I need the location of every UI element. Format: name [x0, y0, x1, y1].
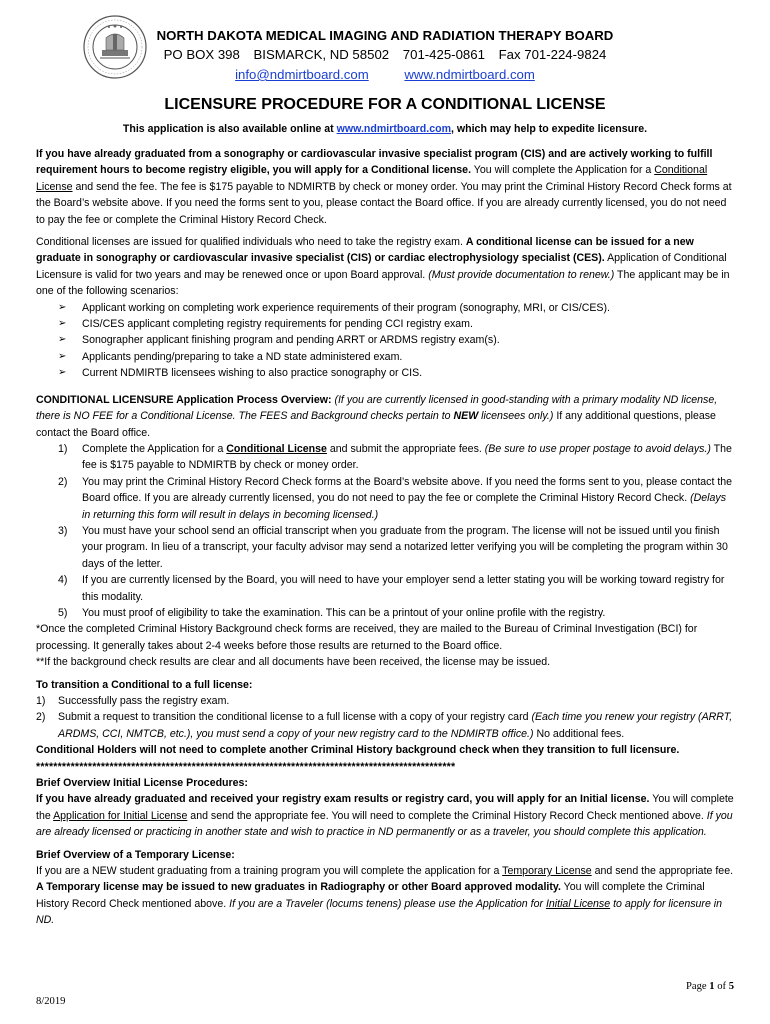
state-seal-logo: [82, 14, 148, 80]
document-title: LICENSURE PROCEDURE FOR A CONDITIONAL LICENSE: [164, 96, 606, 113]
phone: 701-425-0861: [402, 47, 485, 62]
scenario-item: ➢ Sonographer applicant finishing program and pending ARRT or ARDMS registry exam(s).: [58, 332, 736, 348]
overview-paragraph: CONDITIONAL LICENSURE Application Process Overview: (If you are currently licensed in good-standing with a primary modality ND license, there is NO FEE for a Conditional License. The FEES and Background checks pertain to NEW licensees only.) If any additional questions, please contact the Board office.: [36, 393, 718, 439]
city: BISMARCK, ND 58502: [253, 47, 390, 62]
fax: Fax 701-224-9824: [498, 47, 607, 62]
background-note: **If the background check results are clear and all documents have been received, the license may be issued.: [36, 656, 551, 669]
board-contact-links: [150, 67, 620, 82]
temporary-heading: Brief Overview of a Temporary License:: [36, 848, 235, 861]
conditional-license-link[interactable]: Conditional License: [36, 164, 708, 193]
document-body: [36, 146, 736, 935]
scenario-item: ➢ Current NDMIRTB licensees wishing to also practice sonography or CIS.: [58, 365, 736, 381]
initial-heading: Brief Overview Initial License Procedures:: [36, 777, 248, 790]
transition-heading: To transition a Conditional to a full license:: [36, 678, 253, 691]
process-step: 4) If you are currently licensed by the Board, you will need to have your employer send a letter stating you will be working toward registry for this modality.: [58, 574, 725, 603]
process-steps: [36, 441, 736, 621]
initial-license-link[interactable]: Initial License: [545, 897, 611, 910]
separator: *************************************************************************************************: [36, 760, 456, 773]
online-notice: This application is also available online at www.ndmirtboard.com, which may help to expedite licensure.: [122, 123, 648, 135]
initial-license-link[interactable]: Application for Initial License: [53, 809, 188, 822]
conditional-paragraph: Conditional licenses are issued for qualified individuals who need to take the registry exam. A conditional license can be issued for a new graduate in sonography or cardiovascular invasive specialist (CIS) or cardiac electrophysiology specialist (CES). Application of Conditional Licensure is valid for two years and may be renewed once or upon Board approval. (Must provide documentation to renew.) The applicant may be in one of the following scenarios:: [36, 236, 730, 298]
scenario-item: ➢ Applicant working on completing work experience requirements of their program (sonography, MRI, or CIS/CES).: [58, 300, 736, 316]
po-box: PO BOX 398: [163, 47, 240, 62]
board-name: NORTH DAKOTA MEDICAL IMAGING AND RADIATION THERAPY BOARD: [156, 28, 614, 43]
online-website-link[interactable]: www.ndmirtboard.com: [336, 123, 452, 135]
conditional-license-link[interactable]: Conditional License: [226, 442, 327, 455]
process-step: 1) Complete the Application for a Conditional License and submit the appropriate fees. (Be sure to use proper postage to avoid delays.) The fee is $175 payable to NDMIRTB by check or money order.: [58, 442, 732, 472]
transition-step: 2) Submit a request to transition the conditional license to a full license with a copy of your registry card (Each time you renew your registry (ARRT, ARDMS, CCI, NMTCB, etc.), you must send a copy of your new registry card to the NDMIRTB office.) No additional fees.: [36, 711, 733, 740]
process-step: 5) You must proof of eligibility to take the examination. This can be a printout of your online profile with the registry.: [58, 606, 606, 619]
initial-paragraph: If you have already graduated and received your registry exam results or registry card, you will apply for an Initial license. You will complete the Application for Initial License and send the appropriate fee. You will need to complete the Criminal History Record Check mentioned above. If you are already licensed or practicing in another state and wish to practice in ND permanently or as a traveler, you should complete this application.: [36, 793, 734, 839]
process-step: 3) You must have your school send an official transcript when you graduate from the program. The license will not be issued until you finish your program. In lieu of a transcript, your faculty advisor may send a notarized letter verifying you will be completing the program within 30 days of the letter.: [58, 524, 728, 570]
scenario-list: [36, 300, 736, 382]
page-number: Page 1 of 5: [686, 981, 734, 992]
board-address: [150, 47, 620, 62]
transition-note: Conditional Holders will not need to complete another Criminal History background check when they transition to full licensure.: [36, 744, 680, 757]
revision-date: 8/2019: [36, 996, 66, 1007]
scenario-item: ➢ CIS/CES applicant completing registry requirements for pending CCI registry exam.: [58, 316, 736, 332]
email-link[interactable]: info@ndmirtboard.com: [235, 67, 369, 82]
website-link[interactable]: www.ndmirtboard.com: [404, 67, 535, 82]
intro-paragraph: If you have already graduated from a sonography or cardiovascular invasive specialist program (CIS) and are actively working to fulfill requirement hours to become registry eligible, you will apply for a Conditional license. You will complete the Application for a Conditional License and send the fee. The fee is $175 payable to NDMIRTB by check or money order. You may print the Criminal History Record Check forms at the Board’s website above. If you need the forms sent to you, please contact the Board office. If you are already currently licensed, you do not need to pay the fee or complete the Criminal History Record Check.: [36, 148, 732, 226]
transition-steps: [36, 693, 736, 742]
scenario-item: ➢ Applicants pending/preparing to take a ND state administered exam.: [58, 349, 736, 365]
process-step: 2) You may print the Criminal History Record Check forms at the Board’s website above. If you need the forms sent to you, please contact the Board office. If you are already currently licensed, you do not need to pay the fee or complete the Criminal History Record Check. (Delays in returning this form will result in delays in becoming licensed.): [58, 475, 733, 521]
temporary-paragraph: If you are a NEW student graduating from a training program you will complete the application for a Temporary License and send the appropriate fee. A Temporary license may be issued to new graduates in Radiography or other Board approved modality. You will complete the Criminal History Record Check mentioned above. If you are a Traveler (locums tenens) please use the Application for Initial License to apply for licensure in ND.: [36, 865, 734, 927]
background-note: *Once the completed Criminal History Background check forms are received, they are mailed to the Bureau of Criminal Investigation (BCI) for processing. It generally takes about 2-4 weeks before those results are returned to the Board office.: [36, 623, 698, 652]
transition-step: 1) Successfully pass the registry exam.: [36, 695, 230, 707]
temporary-license-link[interactable]: Temporary License: [502, 865, 592, 878]
